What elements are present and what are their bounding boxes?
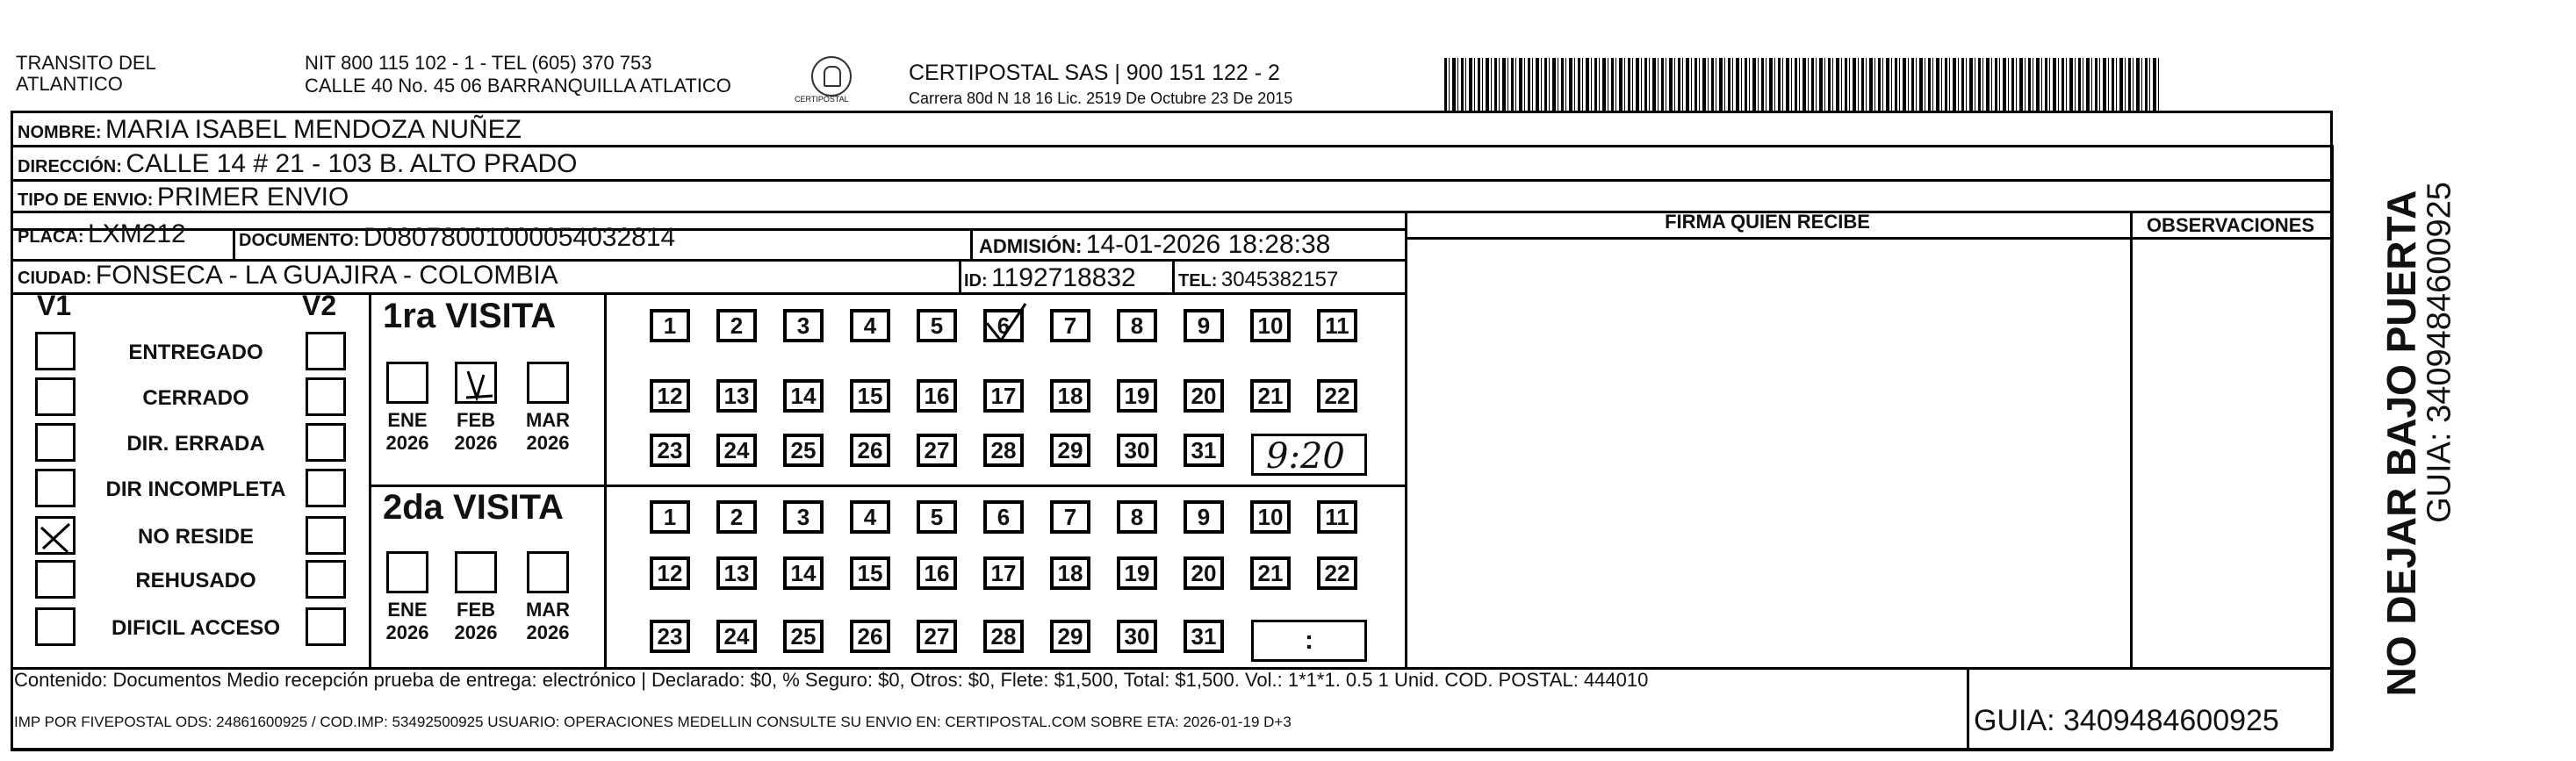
id-cell	[964, 263, 1136, 293]
col-divider	[2130, 211, 2133, 667]
col-divider	[2331, 145, 2334, 750]
year-label: 2026	[454, 621, 498, 643]
tel-label: TEL:	[1178, 271, 1218, 291]
day-box[interactable]	[716, 500, 757, 534]
day-box[interactable]	[783, 379, 824, 413]
day-number: 10	[1257, 312, 1284, 339]
day-number: 22	[1324, 383, 1350, 409]
ciudad-value: FONSECA - LA GUAJIRA - COLOMBIA	[95, 261, 558, 290]
day-box[interactable]	[716, 556, 757, 590]
month-label: ENE	[387, 599, 428, 621]
day-number: 30	[1124, 437, 1150, 463]
day-box[interactable]	[1050, 379, 1090, 413]
col-divider	[1967, 667, 1969, 748]
day-number: 26	[857, 437, 883, 463]
day-number: 17	[990, 560, 1017, 586]
day-number: 28	[990, 437, 1017, 463]
row-divider	[1405, 237, 2333, 240]
status-label: ENTREGADO	[128, 341, 263, 364]
day-number: 4	[863, 312, 877, 339]
day-box[interactable]	[917, 434, 957, 467]
month-label: ENE	[387, 409, 428, 431]
certipostal-logo	[811, 56, 852, 97]
day-number: 20	[1191, 560, 1217, 586]
footer-guia: GUIA: 3409484600925	[1974, 704, 2279, 737]
second-visit-title: 2da VISITA	[383, 488, 564, 527]
v2-checkbox[interactable]	[306, 469, 346, 507]
col-divider	[1405, 211, 1407, 667]
day-number: 15	[857, 383, 883, 409]
v2-checkbox[interactable]	[306, 516, 346, 555]
day-box[interactable]	[1117, 556, 1157, 590]
handwritten-mark-icon	[457, 364, 496, 403]
placa-label: PLACA:	[18, 227, 84, 247]
v1-header: V1	[37, 290, 72, 321]
check-mark-icon	[982, 300, 1029, 348]
day-number: 24	[723, 437, 750, 463]
day-number: 25	[790, 623, 817, 650]
day-box[interactable]	[1184, 379, 1224, 413]
documento-value: D08078001000054032814	[363, 223, 676, 252]
sender-name-line1: TRANSITO DEL	[16, 52, 156, 74]
day-number: 8	[1130, 312, 1144, 339]
day-box[interactable]	[1050, 309, 1090, 342]
day-number: 24	[723, 623, 750, 650]
v2-checkbox[interactable]	[306, 560, 346, 599]
observaciones-header: OBSERVACIONES	[2146, 214, 2315, 236]
day-box[interactable]	[783, 556, 824, 590]
day-number: 18	[1057, 560, 1083, 586]
day-box[interactable]	[1184, 620, 1224, 653]
day-box[interactable]	[983, 379, 1024, 413]
row-divider	[369, 485, 1405, 487]
v2-checkbox[interactable]	[306, 423, 346, 462]
day-number: 22	[1324, 560, 1350, 586]
day-box[interactable]	[716, 379, 757, 413]
status-label: NO RESIDE	[137, 525, 255, 549]
col-divider	[233, 228, 235, 259]
contenido-text: Contenido: Documentos Medio recepción prueba de entrega: electrónico | Declarado: $0, % Seguro: $0, Otros: $0, Flete: $1,500, Total: $1,500. Vol.: 1*1*1. 0.5 1 Unid. COD. POSTAL: 444010	[14, 669, 1649, 691]
col-divider	[369, 292, 371, 667]
day-box[interactable]	[850, 620, 890, 653]
day-number: 11	[1325, 504, 1349, 530]
v1-checkbox[interactable]	[35, 607, 76, 646]
month-checkbox[interactable]	[455, 551, 497, 593]
status-label: REHUSADO	[135, 569, 256, 592]
day-number: 27	[924, 623, 950, 650]
day-number: 13	[723, 560, 750, 586]
day-number: 2	[730, 312, 744, 339]
day-number: 20	[1191, 383, 1217, 409]
day-number: 21	[1257, 383, 1284, 409]
day-box[interactable]	[983, 556, 1024, 590]
month-label: MAR	[525, 599, 571, 621]
year-label: 2026	[385, 432, 429, 454]
month-label: MAR	[525, 409, 571, 431]
firma-header: FIRMA QUIEN RECIBE	[1665, 211, 1870, 233]
row-divider	[11, 145, 2333, 147]
documento-label: DOCUMENTO:	[239, 231, 360, 250]
day-box[interactable]	[650, 500, 690, 534]
tipo-label: TIPO DE ENVIO:	[18, 190, 154, 210]
day-number: 19	[1124, 560, 1150, 586]
day-box[interactable]	[783, 434, 824, 467]
status-label: CERRADO	[142, 386, 249, 410]
nombre-label: NOMBRE:	[18, 123, 102, 142]
side-guia: GUIA: 3409484600925	[2421, 182, 2458, 523]
day-box[interactable]	[983, 500, 1024, 534]
day-box[interactable]	[1317, 379, 1357, 413]
day-number: 28	[990, 623, 1017, 650]
day-number: 8	[1130, 504, 1144, 530]
day-box[interactable]	[1050, 500, 1090, 534]
day-number: 5	[930, 312, 944, 339]
day-box[interactable]	[716, 309, 757, 342]
day-number: 6	[997, 312, 1011, 339]
day-number: 18	[1057, 383, 1083, 409]
day-number: 23	[657, 437, 683, 463]
day-number: 1	[663, 312, 677, 339]
day-number: 1	[663, 504, 677, 530]
day-number: 23	[657, 623, 683, 650]
day-box[interactable]	[1117, 379, 1157, 413]
documento-cell	[239, 223, 675, 253]
ciudad-cell	[18, 261, 558, 291]
day-number: 21	[1257, 560, 1284, 586]
day-box[interactable]	[1184, 500, 1224, 534]
day-box[interactable]	[1317, 556, 1357, 590]
tipo-value: PRIMER ENVIO	[156, 183, 349, 212]
day-box[interactable]	[1050, 556, 1090, 590]
barcode	[1444, 58, 2160, 114]
day-number: 2	[730, 504, 744, 530]
day-number: 25	[790, 437, 817, 463]
day-box[interactable]	[1184, 309, 1224, 342]
day-box[interactable]	[1250, 556, 1291, 590]
placa-cell	[18, 219, 186, 249]
direccion-row	[18, 149, 578, 179]
month-checkbox[interactable]	[386, 362, 428, 404]
day-box[interactable]	[1050, 620, 1090, 653]
col-divider	[970, 228, 973, 259]
admision-label: ADMISIÓN:	[979, 235, 1083, 257]
direccion-value: CALLE 14 # 21 - 103 B. ALTO PRADO	[126, 149, 578, 178]
main-frame	[11, 111, 2333, 751]
day-number: 31	[1191, 437, 1217, 463]
nombre-row	[18, 115, 522, 145]
month-label: FEB	[457, 409, 495, 431]
day-box[interactable]	[917, 556, 957, 590]
day-box[interactable]	[1117, 500, 1157, 534]
direccion-label: DIRECCIÓN:	[18, 157, 122, 176]
day-box[interactable]	[1317, 309, 1357, 342]
day-number: 30	[1124, 623, 1150, 650]
carrier-name: CERTIPOSTAL SAS | 900 151 122 - 2	[909, 61, 1280, 85]
row-divider	[11, 179, 2333, 182]
year-label: 2026	[385, 621, 429, 643]
day-box[interactable]	[1250, 379, 1291, 413]
day-number: 12	[657, 383, 683, 409]
ciudad-label: CIUDAD:	[18, 269, 92, 288]
day-box[interactable]	[850, 500, 890, 534]
day-box[interactable]	[850, 434, 890, 467]
day-number: 17	[990, 383, 1017, 409]
status-label: DIR. ERRADA	[126, 432, 265, 456]
sender-nit: NIT 800 115 102 - 1 - TEL (605) 370 753	[305, 52, 652, 74]
v1-checkbox[interactable]	[35, 423, 76, 462]
day-number: 27	[924, 437, 950, 463]
spacer	[1229, 698, 2333, 700]
day-number: 9	[1197, 312, 1211, 339]
day-number: 31	[1191, 623, 1217, 650]
month-label: FEB	[457, 599, 495, 621]
day-box[interactable]	[983, 620, 1024, 653]
day-number: 4	[863, 504, 877, 530]
col-divider	[604, 292, 607, 667]
day-box[interactable]	[1117, 434, 1157, 467]
day-box[interactable]	[850, 379, 890, 413]
day-box[interactable]	[917, 379, 957, 413]
placa-value: LXM212	[88, 219, 186, 248]
day-box[interactable]	[783, 500, 824, 534]
day-box[interactable]	[1117, 309, 1157, 342]
v2-checkbox[interactable]	[306, 377, 346, 416]
day-box[interactable]	[716, 620, 757, 653]
logo-text: CERTIPOSTAL	[795, 95, 849, 104]
day-box[interactable]	[650, 620, 690, 653]
v2-header: V2	[302, 290, 337, 321]
year-label: 2026	[526, 432, 570, 454]
col-divider	[959, 259, 961, 292]
imp-text: IMP POR FIVEPOSTAL ODS: 24861600925 / COD.IMP: 53492500925 USUARIO: OPERACIONES MEDELLIN CONSULTE SU ENVIO EN: CERTIPOSTAL.COM SOBRE ETA: 2026-01-19 D+3	[14, 714, 1292, 730]
day-number: 16	[924, 383, 950, 409]
row-divider	[11, 748, 2333, 750]
logo-mark-icon	[824, 66, 841, 87]
first-visit-time: 9:20	[1266, 436, 1345, 477]
tel-cell	[1178, 268, 1338, 292]
carrier-license: Carrera 80d N 18 16 Lic. 2519 De Octubre 23 De 2015	[909, 90, 1293, 107]
day-number: 12	[657, 560, 683, 586]
day-box[interactable]	[1250, 500, 1291, 534]
v1-checkbox[interactable]	[35, 377, 76, 416]
day-box[interactable]	[716, 434, 757, 467]
day-number: 13	[723, 383, 750, 409]
year-label: 2026	[454, 432, 498, 454]
second-visit-time-box[interactable]	[1251, 620, 1367, 662]
day-box[interactable]	[1117, 620, 1157, 653]
day-number: 14	[790, 560, 817, 586]
day-number: 3	[796, 504, 810, 530]
col-divider	[1172, 259, 1175, 292]
year-label: 2026	[526, 621, 570, 643]
row-divider	[11, 292, 1407, 295]
sender-address: CALLE 40 No. 45 06 BARRANQUILLA ATLATICO	[305, 75, 731, 97]
first-visit-title: 1ra VISITA	[383, 297, 557, 335]
day-number: 9	[1197, 504, 1211, 530]
day-box[interactable]	[850, 556, 890, 590]
sender-name-line2: ATLANTICO	[16, 73, 123, 95]
v1-checkbox[interactable]	[35, 560, 76, 599]
day-box[interactable]	[917, 620, 957, 653]
nombre-value: MARIA ISABEL MENDOZA NUÑEZ	[105, 115, 522, 144]
day-box[interactable]	[1250, 309, 1291, 342]
month-checkbox[interactable]	[527, 362, 569, 404]
day-box[interactable]	[783, 309, 824, 342]
day-box[interactable]	[650, 556, 690, 590]
check-mark-icon	[38, 519, 73, 554]
day-box[interactable]	[783, 620, 824, 653]
day-number: 10	[1257, 504, 1284, 530]
month-checkbox[interactable]	[455, 362, 497, 404]
month-checkbox[interactable]	[527, 551, 569, 593]
day-number: 26	[857, 623, 883, 650]
day-number: 29	[1057, 437, 1083, 463]
day-box[interactable]	[850, 309, 890, 342]
day-number: 19	[1124, 383, 1150, 409]
day-box[interactable]	[650, 309, 690, 342]
v1-checkbox[interactable]	[35, 516, 76, 555]
day-number: 5	[930, 504, 944, 530]
day-box[interactable]	[1184, 556, 1224, 590]
side-warning: NO DEJAR BAJO PUERTA	[2378, 190, 2424, 697]
month-checkbox[interactable]	[386, 551, 428, 593]
tipo-row	[18, 183, 349, 212]
day-box[interactable]	[1317, 500, 1357, 534]
day-number: 14	[790, 383, 817, 409]
first-visit-time-box[interactable]	[1251, 434, 1367, 476]
day-number: 6	[997, 504, 1011, 530]
day-box[interactable]	[983, 434, 1024, 467]
day-box[interactable]	[650, 434, 690, 467]
status-label: DIR INCOMPLETA	[105, 477, 286, 501]
admision-value: 14-01-2026 18:28:38	[1085, 230, 1331, 259]
v2-checkbox[interactable]	[306, 607, 346, 646]
day-number: 11	[1325, 312, 1349, 339]
day-number: 16	[924, 560, 950, 586]
id-value: 1192718832	[991, 263, 1136, 292]
day-number: 3	[796, 312, 810, 339]
v1-checkbox[interactable]	[35, 332, 76, 370]
day-box[interactable]	[1184, 434, 1224, 467]
day-box[interactable]	[1050, 434, 1090, 467]
id-label: ID:	[964, 271, 988, 291]
tel-value: 3045382157	[1220, 268, 1339, 291]
day-box[interactable]	[917, 309, 957, 342]
day-number: 7	[1063, 312, 1077, 339]
second-visit-time-separator: :	[1305, 626, 1313, 655]
day-box[interactable]	[650, 379, 690, 413]
day-box[interactable]	[983, 309, 1024, 342]
day-number: 7	[1063, 504, 1077, 530]
day-box[interactable]	[917, 500, 957, 534]
day-number: 15	[857, 560, 883, 586]
day-number: 29	[1057, 623, 1083, 650]
admision-cell	[979, 230, 1330, 260]
status-label: DIFICIL ACCESO	[111, 616, 280, 640]
v1-checkbox[interactable]	[35, 469, 76, 507]
v2-checkbox[interactable]	[306, 332, 346, 370]
